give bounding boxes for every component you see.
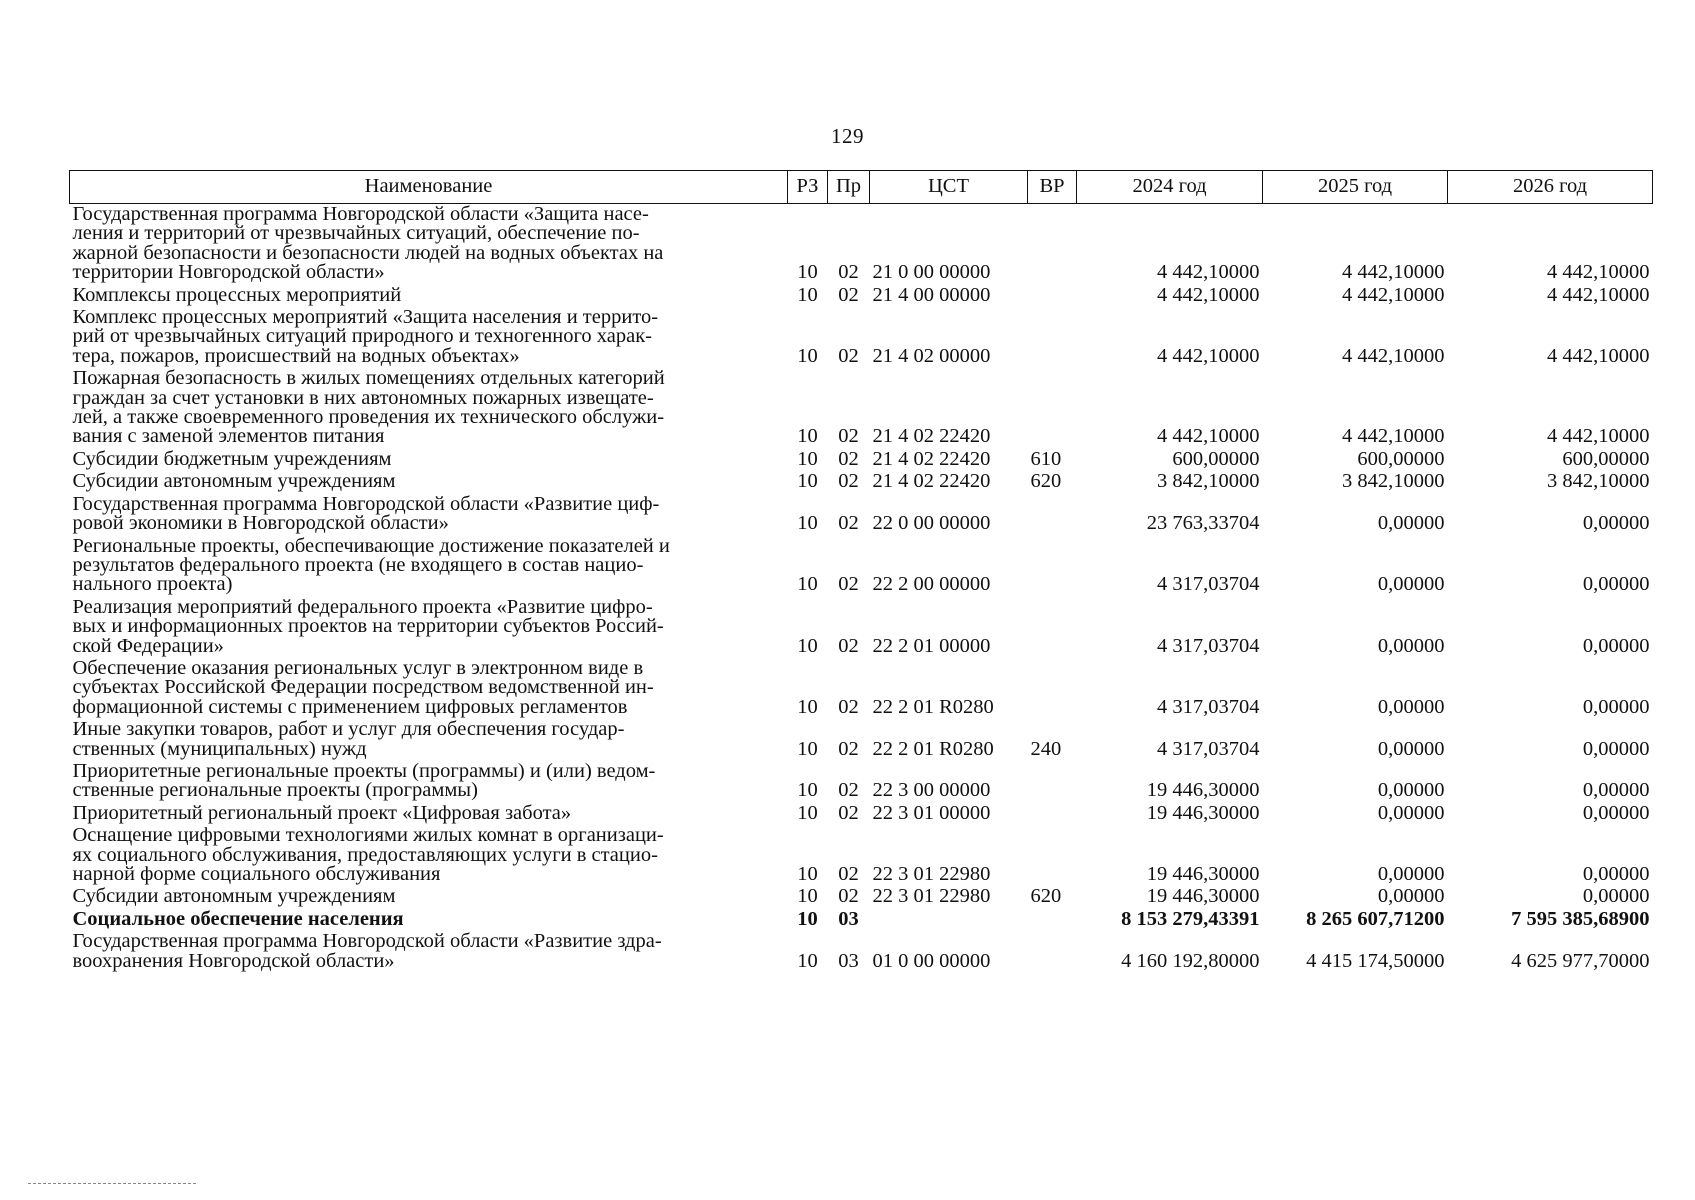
row-2026: 0,00000 (1582, 779, 1650, 802)
row-name (70, 825, 788, 886)
row-2026: 4 442,10000 (1547, 344, 1650, 367)
row-2024: 19 446,30000 (1146, 801, 1260, 824)
row-pr: 02 (838, 779, 859, 802)
row-2024: 4 442,10000 (1157, 283, 1260, 306)
row-rz: 10 (797, 573, 818, 596)
row-cst: 22 2 00 00000 (872, 573, 991, 596)
row-name-line: Обеспечение оказания региональных услуг в электронном виде в (72, 656, 644, 679)
row-pr: 02 (838, 573, 859, 596)
row-cst: 22 2 01 R0280 (872, 695, 994, 718)
row-name-line: ях социального обслуживания, предоставляющих услуги в стацио- (72, 843, 658, 866)
row-pr: 02 (838, 885, 859, 908)
row-2025: 4 442,10000 (1342, 344, 1445, 367)
row-2026: 3 842,10000 (1547, 470, 1650, 493)
table-row (70, 803, 1653, 825)
row-vr: 620 (1030, 885, 1062, 908)
page-number: 129 (831, 124, 864, 148)
row-name-line: Государственная программа Новгородской области «Защита насе- (72, 203, 649, 225)
table-row (70, 368, 1653, 449)
row-name (70, 307, 788, 368)
table-row (70, 449, 1653, 471)
row-rz: 10 (797, 470, 818, 493)
row-2025: 0,00000 (1377, 737, 1445, 760)
row-name (70, 285, 788, 307)
row-name (70, 886, 788, 908)
row-vr: 610 (1030, 447, 1062, 470)
row-name-line: Приоритетный региональный проект «Цифровая забота» (72, 801, 572, 824)
row-2025: 0,00000 (1377, 512, 1445, 535)
table-row (70, 204, 1653, 285)
header-rz: РЗ (788, 171, 828, 204)
row-rz: 10 (797, 425, 818, 448)
row-name-line: Комплексы процессных мероприятий (72, 283, 402, 306)
row-rz: 10 (797, 885, 818, 908)
row-name-line: граждан за счет установки в них автономных пожарных извещате- (72, 386, 654, 409)
footer-divider (28, 1183, 196, 1184)
row-2026: 4 442,10000 (1547, 425, 1650, 448)
row-2025: 4 442,10000 (1342, 261, 1445, 284)
row-pr: 02 (838, 695, 859, 718)
row-rz: 10 (797, 261, 818, 284)
row-rz: 10 (797, 737, 818, 760)
row-2024: 4 317,03704 (1157, 634, 1260, 657)
row-2024: 19 446,30000 (1146, 885, 1260, 908)
row-name-line: Государственная программа Новгородской области «Развитие здра- (72, 930, 662, 953)
row-2026: 0,00000 (1582, 737, 1650, 760)
table-row (70, 825, 1653, 886)
row-2025: 0,00000 (1377, 885, 1445, 908)
row-cst: 21 4 02 22420 (872, 425, 991, 448)
row-name-line: нального проекта) (72, 573, 233, 596)
table-row (70, 719, 1653, 761)
row-vr (1028, 494, 1077, 536)
header-pr: Пр (828, 171, 870, 204)
row-cst: 21 4 02 22420 (872, 447, 991, 470)
table-row (70, 494, 1653, 536)
header-2025: 2025 год (1263, 171, 1448, 204)
row-rz: 10 (797, 949, 818, 972)
row-name-line: результатов федерального проекта (не входящего в состав нацио- (72, 553, 644, 576)
row-2025: 600,00000 (1357, 447, 1445, 470)
table-row (70, 536, 1653, 597)
row-pr: 03 (838, 907, 859, 930)
row-2025: 0,00000 (1377, 573, 1445, 596)
row-pr: 02 (838, 801, 859, 824)
row-name (70, 536, 788, 597)
row-pr: 02 (838, 283, 859, 306)
row-vr (1028, 909, 1077, 931)
row-rz: 10 (797, 863, 818, 885)
table-header-row (70, 171, 1653, 204)
row-name-line: Оснащение цифровыми технологиями жилых комнат в организаци- (72, 824, 664, 847)
row-name-line: Пожарная безопасность в жилых помещениях отдельных категорий (72, 367, 665, 390)
table-row (70, 285, 1653, 307)
header-2024: 2024 год (1077, 171, 1263, 204)
row-2024: 4 442,10000 (1157, 344, 1260, 367)
row-2024: 4 442,10000 (1157, 261, 1260, 284)
row-name (70, 803, 788, 825)
row-rz: 10 (797, 779, 818, 802)
row-pr: 02 (838, 634, 859, 657)
table-row (70, 761, 1653, 803)
row-name-line: вых и информационных проектов на территории субъектов Россий- (72, 615, 664, 638)
row-2025: 8 265 607,71200 (1306, 907, 1445, 930)
row-pr: 02 (838, 261, 859, 284)
table-row (70, 886, 1653, 908)
row-cst (870, 909, 1028, 931)
row-name-line: тера, пожаров, происшествий на водных объектах» (72, 344, 520, 367)
row-2026: 4 442,10000 (1547, 283, 1650, 306)
row-name (70, 449, 788, 471)
row-pr: 02 (838, 470, 859, 493)
row-cst: 21 4 00 00000 (872, 283, 991, 306)
row-name-line: Иные закупки товаров, работ и услуг для обеспечения государ- (72, 718, 625, 741)
row-vr (1028, 536, 1077, 597)
row-2026: 0,00000 (1582, 695, 1650, 718)
row-2024: 4 317,03704 (1157, 695, 1260, 718)
row-name-line: нарной форме социального обслуживания (72, 863, 441, 885)
row-2025: 0,00000 (1377, 695, 1445, 718)
row-2026: 0,00000 (1582, 885, 1650, 908)
row-pr: 02 (838, 447, 859, 470)
row-2024: 23 763,33704 (1146, 512, 1260, 535)
row-2026: 0,00000 (1582, 573, 1650, 596)
row-cst: 22 0 00 00000 (872, 512, 991, 535)
table-row (70, 658, 1653, 719)
table-row (70, 597, 1653, 658)
row-vr (1028, 285, 1077, 307)
row-2024: 600,00000 (1172, 447, 1260, 470)
row-name (70, 719, 788, 761)
row-name (70, 658, 788, 719)
row-rz: 10 (797, 695, 818, 718)
row-2025: 0,00000 (1377, 634, 1445, 657)
row-pr: 02 (838, 512, 859, 535)
row-name-line: Приоритетные региональные проекты (программы) и (или) ведом- (72, 759, 656, 782)
row-2024: 4 317,03704 (1157, 573, 1260, 596)
budget-table (69, 170, 1653, 973)
row-vr: 620 (1030, 470, 1062, 493)
row-name-line: воохранения Новгородской области» (72, 949, 395, 972)
row-pr: 02 (838, 344, 859, 367)
row-name-line: Государственная программа Новгородской области «Развитие циф- (72, 492, 660, 515)
row-cst: 22 2 01 R0280 (872, 737, 994, 760)
row-2024: 4 442,10000 (1157, 425, 1260, 448)
row-2025: 4 415 174,50000 (1306, 949, 1445, 972)
row-vr (1028, 761, 1077, 803)
row-2025: 4 442,10000 (1342, 425, 1445, 448)
row-vr (1028, 307, 1077, 368)
row-2024: 19 446,30000 (1146, 863, 1260, 885)
row-cst: 01 0 00 00000 (872, 949, 991, 972)
row-name (70, 368, 788, 449)
table-row (70, 931, 1653, 973)
row-pr: 02 (838, 863, 859, 885)
row-vr (1028, 368, 1077, 449)
row-name (70, 931, 788, 973)
row-2026: 0,00000 (1582, 801, 1650, 824)
row-name-line: Субсидии автономным учреждениям (72, 885, 396, 908)
row-name-line: жарной безопасности и безопасности людей на водных объектах на (72, 241, 664, 264)
row-vr (1028, 204, 1077, 285)
row-cst: 21 0 00 00000 (872, 261, 991, 284)
row-cst: 22 3 01 00000 (872, 801, 991, 824)
row-name-line: Социальное обеспечение населения (72, 907, 404, 930)
row-pr: 03 (838, 949, 859, 972)
row-cst: 21 4 02 22420 (872, 470, 991, 493)
row-name-line: вания с заменой элементов питания (72, 425, 385, 448)
row-name-line: ления и территорий от чрезвычайных ситуаций, обеспечение по- (72, 222, 640, 245)
row-name (70, 597, 788, 658)
row-rz: 10 (797, 801, 818, 824)
row-2025: 0,00000 (1377, 801, 1445, 824)
row-rz: 10 (797, 512, 818, 535)
table-row (70, 909, 1653, 931)
row-2024: 3 842,10000 (1157, 470, 1260, 493)
row-2024: 4 160 192,80000 (1121, 949, 1260, 972)
header-vr: ВР (1028, 171, 1077, 204)
row-rz: 10 (797, 634, 818, 657)
row-vr (1028, 803, 1077, 825)
row-2026: 600,00000 (1562, 447, 1650, 470)
row-2026: 7 595 385,68900 (1511, 907, 1650, 930)
row-vr: 240 (1030, 737, 1062, 760)
row-name-line: территории Новгородской области» (72, 261, 385, 284)
row-2026: 4 625 977,70000 (1511, 949, 1650, 972)
row-2025: 0,00000 (1377, 779, 1445, 802)
row-pr: 02 (838, 425, 859, 448)
row-pr: 02 (838, 737, 859, 760)
row-name-line: формационной системы с применением цифровых регламентов (72, 695, 628, 718)
row-vr (1028, 658, 1077, 719)
row-vr (1028, 597, 1077, 658)
row-name (70, 909, 788, 931)
table-row (70, 307, 1653, 368)
row-vr (1028, 825, 1077, 886)
row-name (70, 204, 788, 285)
row-2026: 0,00000 (1582, 634, 1650, 657)
row-rz: 10 (797, 447, 818, 470)
row-2025: 0,00000 (1377, 863, 1445, 885)
row-name-line: лей, а также своевременного проведения их технического обслужи- (72, 406, 665, 429)
row-rz: 10 (797, 283, 818, 306)
header-cst: ЦСТ (870, 171, 1028, 204)
row-cst: 21 4 02 00000 (872, 344, 991, 367)
row-rz: 10 (797, 907, 818, 930)
row-name-line: ровой экономики в Новгородской области» (72, 512, 449, 535)
header-name: Наименование (70, 171, 788, 204)
table-row (70, 471, 1653, 493)
row-name (70, 494, 788, 536)
row-2025: 3 842,10000 (1342, 470, 1445, 493)
row-2026: 0,00000 (1582, 512, 1650, 535)
header-2026: 2026 год (1448, 171, 1653, 204)
row-2024: 19 446,30000 (1146, 779, 1260, 802)
row-2024: 4 317,03704 (1157, 737, 1260, 760)
row-cst: 22 3 01 22980 (872, 885, 991, 908)
row-2026: 4 442,10000 (1547, 261, 1650, 284)
row-2024: 8 153 279,43391 (1121, 907, 1260, 930)
row-name-line: Субсидии бюджетным учреждениям (72, 447, 392, 470)
row-name-line: Субсидии автономным учреждениям (72, 470, 396, 493)
row-name-line: ственные региональные проекты (программы) (72, 779, 478, 802)
row-cst: 22 2 01 00000 (872, 634, 991, 657)
row-rz: 10 (797, 344, 818, 367)
row-2025: 4 442,10000 (1342, 283, 1445, 306)
row-name-line: Комплекс процессных мероприятий «Защита населения и террито- (72, 306, 659, 329)
row-name-line: ской Федерации» (72, 634, 224, 657)
row-name-line: Региональные проекты, обеспечивающие достижение показателей и (72, 534, 670, 557)
table-body (70, 204, 1653, 974)
row-name-line: Реализация мероприятий федерального проекта «Развитие цифро- (72, 595, 653, 618)
row-cst: 22 3 01 22980 (872, 863, 991, 885)
row-name-line: субъектах Российской Федерации посредством ведомственной ин- (72, 676, 654, 699)
row-name-line: ственных (муниципальных) нужд (72, 737, 367, 760)
row-vr (1028, 931, 1077, 973)
row-name (70, 761, 788, 803)
row-name-line: рий от чрезвычайных ситуаций природного и техногенного харак- (72, 325, 653, 348)
row-2026: 0,00000 (1582, 863, 1650, 885)
row-cst: 22 3 00 00000 (872, 779, 991, 802)
row-name (70, 471, 788, 493)
